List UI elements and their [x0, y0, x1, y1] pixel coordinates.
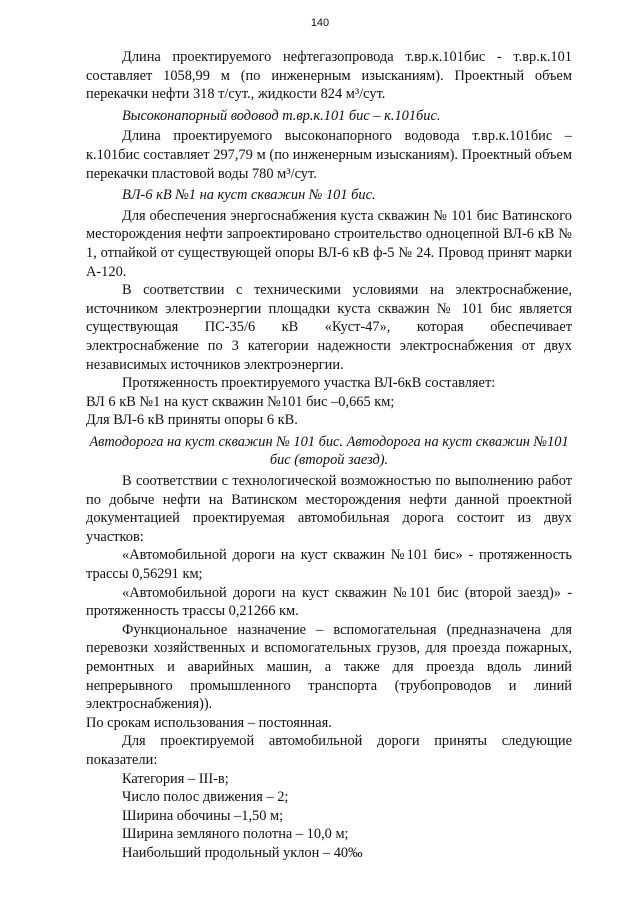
paragraph: Протяженность проектируемого участка ВЛ-6кВ составляет:	[122, 375, 496, 392]
paragraph: Для ВЛ-6 кВ приняты опоры 6 кВ.	[86, 412, 298, 429]
paragraph: В соответствии с техническими условиями на электроснабжение, источником электроэнергии площадки куста скважин № 101 бис является существующая ПС-35/6 кВ «Куст-47», которая обеспечивает электроснабжение по 3 категории надежности электроснабжения от двух независимых источников электроэнергии.	[86, 282, 572, 373]
paragraph: По срокам использования – постоянная.	[86, 714, 332, 731]
list-item: Ширина обочины –1,50 м;	[122, 807, 284, 824]
paragraph: Длина проектируемого нефтегазопровода т.вр.к.101бис - т.вр.к.101 составляет 1058,99 м (по инженерным изысканиям). Проектный объем перекачки нефти 318 т/сут., жидкости 824 м³/сут.	[86, 49, 572, 103]
paragraph: Функциональное назначение – вспомогательная (предназначена для перевозки хозяйственных и вспомогательных грузов, для проезда пожарных, ремонтных и аварийных машин, а также для проезда вдоль линий непрерывного промышленного транспорта (трубопроводов и линий электроснабжения)).	[86, 621, 572, 713]
section-heading: ВЛ-6 кВ №1 на куст скважин № 101 бис.	[122, 187, 376, 204]
paragraph: Для проектируемой автомобильной дороги приняты следующие показатели:	[86, 733, 572, 768]
paragraph: «Автомобильной дороги на куст скважин №101 бис (второй заезд)» - протяженность трассы 0,21266 км.	[86, 584, 572, 620]
list-item: Число полос движения – 2;	[122, 789, 289, 806]
list-item: Ширина земляного полотна – 10,0 м;	[122, 826, 349, 843]
section-heading: Высоконапорный водовод т.вр.к.101 бис – к.101бис.	[122, 107, 441, 124]
paragraph: «Автомобильной дороги на куст скважин №101 бис» - протяженность трассы 0,56291 км;	[86, 547, 572, 583]
paragraph: В соответствии с технологической возможностью по выполнению работ по добыче нефти на Ватинском месторождения нефти данной проектной документацией проектируемая автомобильная дорога состоит из двух участков:	[86, 473, 572, 545]
paragraph: Для обеспечения энергоснабжения куста скважин № 101 бис Ватинского месторождения нефти запроектировано строительство одноцепной ВЛ-6 кВ № 1, отпайкой от существующей опоры ВЛ-6 кВ ф-5 № 24. Провод принят марки А-120.	[86, 207, 572, 280]
document-body	[86, 48, 572, 863]
paragraph: Длина проектируемого высоконапорного водовода т.вр.к.101бис – к.101бис составляет 297,79 м (по инженерным изысканиям). Проектный объем перекачки пластовой воды 780 м³/сут.	[86, 128, 572, 182]
page-number: 140	[310, 17, 330, 29]
list-item: Категория – III-в;	[122, 770, 229, 787]
paragraph: ВЛ 6 кВ №1 на куст скважин №101 бис –0,665 км;	[86, 393, 395, 410]
list-item: Наибольший продольный уклон – 40‰	[122, 844, 363, 861]
section-heading: Автодорога на куст скважин № 101 бис. Автодорога на куст скважин №101 бис (второй заезд).	[89, 433, 569, 469]
